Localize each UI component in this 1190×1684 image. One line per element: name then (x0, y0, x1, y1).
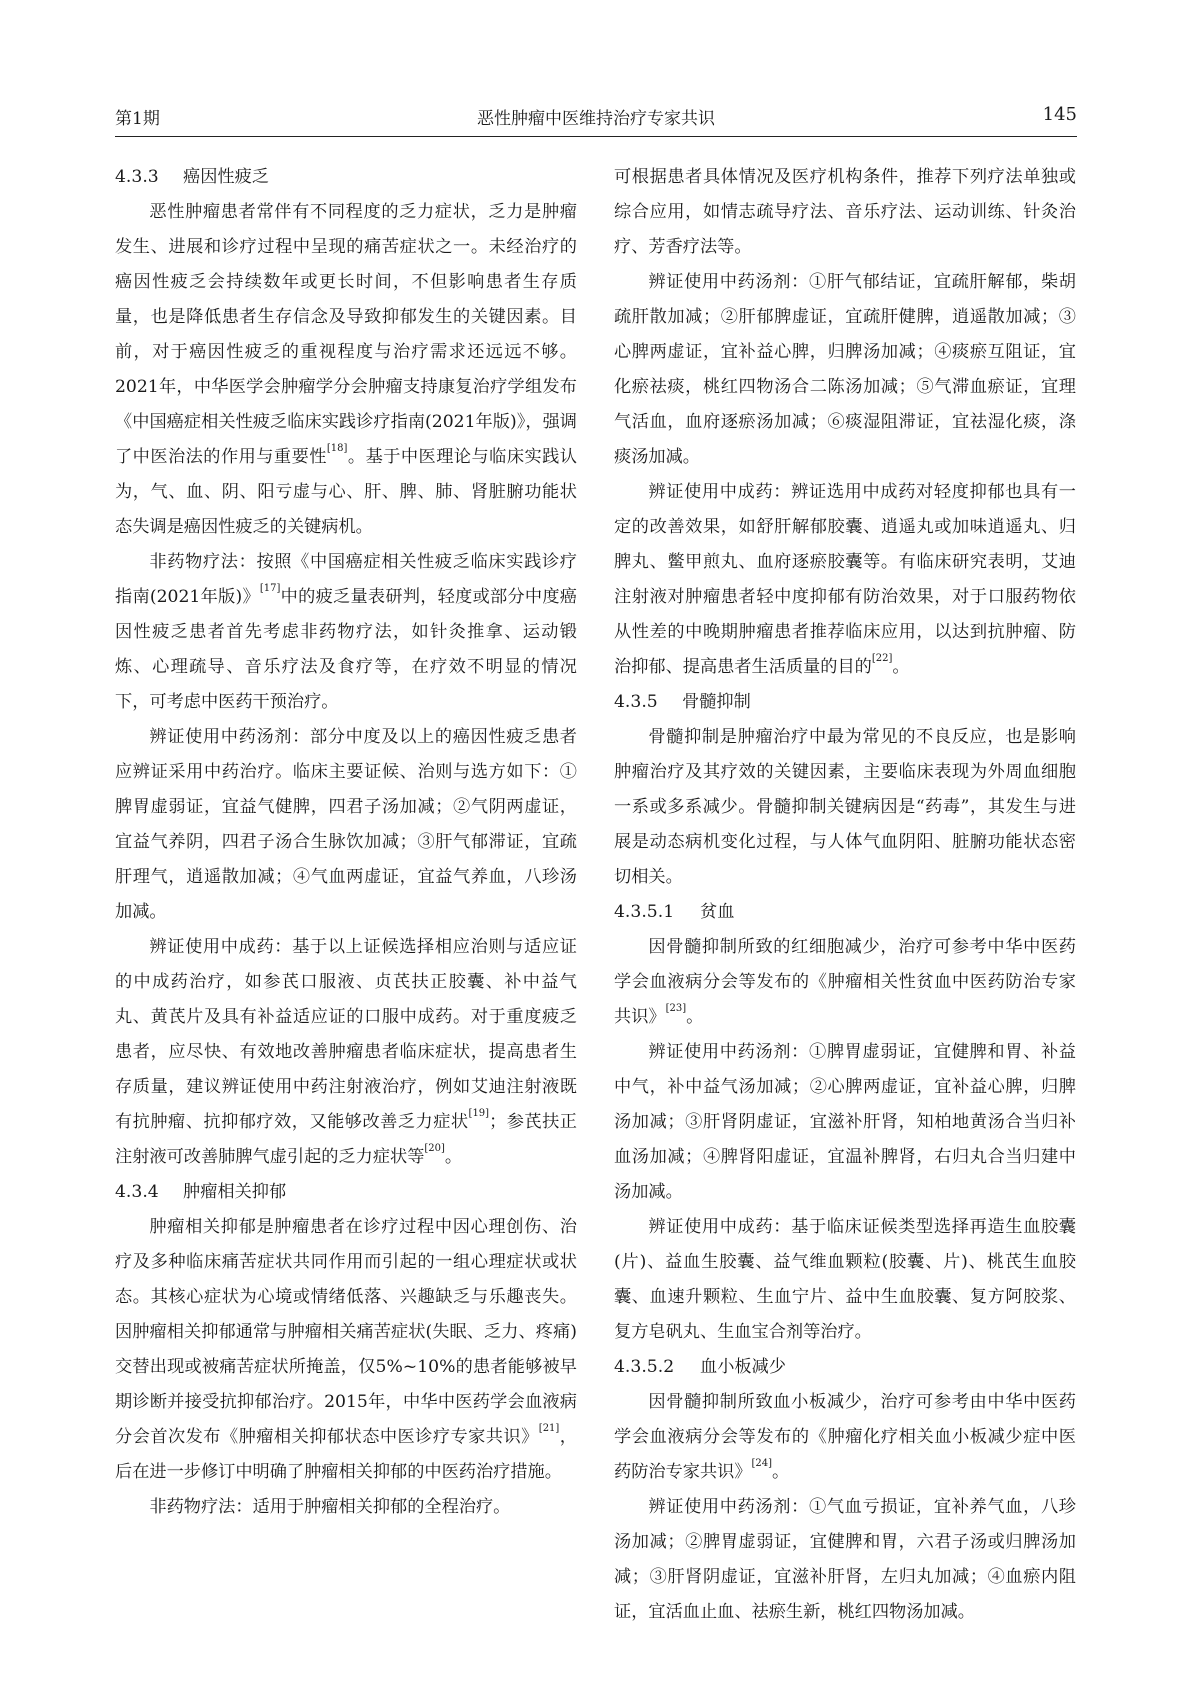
text: 。 (772, 1462, 790, 1482)
paragraph: 辨证使用中成药：基于临床证候类型选择再造生血胶囊(片)、益血生胶囊、益气维血颗粒(胶囊、片)、桃芪生血胶囊、血速升颗粒、生血宁片、益中生血胶囊、复方阿胶浆、复方皂矾丸、生血宝合剂等治疗。 (614, 1217, 1076, 1342)
citation: [18] (326, 443, 348, 454)
text: 。 (686, 1007, 704, 1027)
citation: [24] (751, 1458, 773, 1469)
section-title: 血小板减少 (700, 1357, 786, 1377)
citation: [21] (538, 1423, 560, 1434)
issue-number: 第1期 (115, 109, 160, 129)
citation: [23] (665, 1003, 687, 1014)
citation: [20] (424, 1143, 445, 1154)
text: 因骨髓抑制所致血小板减少，治疗可参考由中华中医药学会血液病分会等发布的《肿瘤化疗相关血小板减少症中医药防治专家共识》 (614, 1392, 1076, 1482)
text: 因骨髓抑制所致的红细胞减少，治疗可参考中华中医药学会血液病分会等发布的《肿瘤相关性贫血中医药防治专家共识》 (614, 937, 1076, 1027)
section-title: 癌因性疲乏 (183, 167, 269, 187)
left-column (115, 160, 577, 1525)
paragraph (115, 195, 577, 545)
section-number: 4.3.3 (115, 167, 159, 187)
journal-title: 恶性肿瘤中医维持治疗专家共识 (477, 109, 715, 129)
text: 中的疲乏量表研判，轻度或部分中度癌因性疲乏患者首先考虑非药物疗法，如针灸推拿、运动锻炼、心理疏导、音乐疗法及食疗等，在疗效不明显的情况下，可考虑中医药干预治疗。 (115, 587, 577, 712)
section-number: 4.3.5.2 (614, 1357, 675, 1377)
paragraph (115, 930, 577, 1175)
paragraph (614, 1385, 1076, 1490)
text: 。基于中医理论与临床实践认为，气、血、阴、阳亏虚与心、肝、脾、肺、肾脏腑功能状态失调是癌因性疲乏的关键病机。 (115, 447, 577, 537)
text: 辨证使用中成药：辨证选用中成药对轻度抑郁也具有一定的改善效果，如舒肝解郁胶囊、逍遥丸或加味逍遥丸、归脾丸、鳖甲煎丸、血府逐瘀胶囊等。有临床研究表明，艾迪注射液对肿瘤患者轻中度抑郁有防治效果，对于口服药物依从性差的中晚期肿瘤患者推荐临床应用，以达到抗肿瘤、防治抑郁、提高患者生活质量的目的 (614, 482, 1076, 677)
paragraph: 非药物疗法：适用于肿瘤相关抑郁的全程治疗。 (149, 1497, 511, 1517)
text: 。 (892, 657, 910, 677)
text: 非药物疗法：按照《中国癌症相关性疲乏临床实践诊疗指南(2021年版)》 (115, 552, 577, 607)
section-number: 4.3.5 (614, 692, 658, 712)
right-column (614, 160, 1076, 1630)
paragraph: 可根据患者具体情况及医疗机构条件，推荐下列疗法单独或综合应用，如情志疏导疗法、音乐疗法、运动训练、针灸治疗、芳香疗法等。 (614, 167, 1076, 257)
page-number: 145 (1042, 104, 1077, 125)
citation: [19] (468, 1108, 490, 1119)
paragraph (115, 545, 577, 720)
section-number: 4.3.5.1 (614, 902, 675, 922)
section-title: 贫血 (700, 902, 735, 922)
text: 辨证使用中成药：基于以上证候选择相应治则与适应证的中成药治疗，如参芪口服液、贞芪扶正胶囊、补中益气丸、黄芪片及具有补益适应证的口服中成药。对于重度疲乏患者，应尽快、有效地改善肿瘤患者临床症状，提高患者生存质量，建议辨证使用中药注射液治疗，例如艾迪注射液既有抗肿瘤、抗抑郁疗效，又能够改善乏力症状 (115, 937, 577, 1132)
paragraph: 辨证使用中药汤剂：①肝气郁结证，宜疏肝解郁，柴胡疏肝散加减；②肝郁脾虚证，宜疏肝健脾，逍遥散加减；③心脾两虚证，宜补益心脾，归脾汤加减；④痰瘀互阻证，宜化瘀祛痰，桃红四物汤合二陈汤加减；⑤气滞血瘀证，宜理气活血，血府逐瘀汤加减；⑥痰湿阻滞证，宜祛湿化痰，涤痰汤加减。 (614, 272, 1076, 467)
text: 恶性肿瘤患者常伴有不同程度的乏力症状，乏力是肿瘤发生、进展和诊疗过程中呈现的痛苦症状之一。未经治疗的癌因性疲乏会持续数年或更长时间，不但影响患者生存质量，也是降低患者生存信念及导致抑郁发生的关键因素。目前，对于癌因性疲乏的重视程度与治疗需求还远远不够。2021年，中华医学会肿瘤学分会肿瘤支持康复治疗学组发布《中国癌症相关性疲乏临床实践诊疗指南(2021年版)》，强调了中医治法的作用与重要性 (115, 202, 577, 467)
citation: [17] (259, 583, 281, 594)
text: ，后在进一步修订中明确了肿瘤相关抑郁的中医药治疗措施。 (115, 1427, 577, 1482)
section-number: 4.3.4 (115, 1182, 159, 1202)
section-heading-4-3-5 (614, 685, 1076, 720)
section-heading-4-3-5-1 (614, 895, 1076, 930)
section-title: 骨髓抑制 (682, 692, 751, 712)
header-rule (115, 136, 1077, 137)
running-header (115, 104, 1077, 134)
text: ；参芪扶正注射液可改善肺脾气虚引起的乏力症状等 (115, 1112, 577, 1167)
paragraph: 骨髓抑制是肿瘤治疗中最为常见的不良反应，也是影响肿瘤治疗及其疗效的关键因素，主要临床表现为外周血细胞一系或多系减少。骨髓抑制关键病因是“药毒”，其发生与进展是动态病机变化过程，与人体气血阴阳、脏腑功能状态密切相关。 (614, 727, 1076, 887)
section-heading-4-3-3 (115, 160, 577, 195)
paragraph: 辨证使用中药汤剂：①气血亏损证，宜补养气血，八珍汤加减；②脾胃虚弱证，宜健脾和胃，六君子汤或归脾汤加减；③肝肾阴虚证，宜滋补肝肾，左归丸加减；④血瘀内阻证，宜活血止血、祛瘀生新，桃红四物汤加减。 (614, 1497, 1076, 1622)
paragraph: 辨证使用中药汤剂：①脾胃虚弱证，宜健脾和胃、补益中气，补中益气汤加减；②心脾两虚证，宜补益心脾，归脾汤加减；③肝肾阴虚证，宜滋补肝肾，知柏地黄汤合当归补血汤加减；④脾肾阳虚证，宜温补脾肾，右归丸合当归建中汤加减。 (614, 1042, 1076, 1202)
paragraph: 辨证使用中药汤剂：部分中度及以上的癌因性疲乏患者应辨证采用中药治疗。临床主要证候、治则与选方如下：①脾胃虚弱证，宜益气健脾，四君子汤加减；②气阴两虚证，宜益气养阴，四君子汤合生脉饮加减；③肝气郁滞证，宜疏肝理气，逍遥散加减；④气血两虚证，宜益气养血，八珍汤加减。 (115, 727, 577, 922)
paragraph (614, 930, 1076, 1035)
paragraph (115, 1210, 577, 1490)
section-heading-4-3-5-2 (614, 1350, 1076, 1385)
text: 肿瘤相关抑郁是肿瘤患者在诊疗过程中因心理创伤、治疗及多种临床痛苦症状共同作用而引起的一组心理症状或状态。其核心症状为心境或情绪低落、兴趣缺乏与乐趣丧失。因肿瘤相关抑郁通常与肿瘤相关痛苦症状(失眠、乏力、疼痛)交替出现或被痛苦症状所掩盖，仅5%~10%的患者能够被早期诊断并接受抗抑郁治疗。2015年，中华中医药学会血液病分会首次发布《肿瘤相关抑郁状态中医诊疗专家共识》 (115, 1217, 577, 1447)
section-title: 肿瘤相关抑郁 (183, 1182, 287, 1202)
paragraph (614, 475, 1076, 685)
citation: [22] (871, 653, 893, 664)
section-heading-4-3-4 (115, 1175, 577, 1210)
text: 。 (444, 1147, 463, 1167)
